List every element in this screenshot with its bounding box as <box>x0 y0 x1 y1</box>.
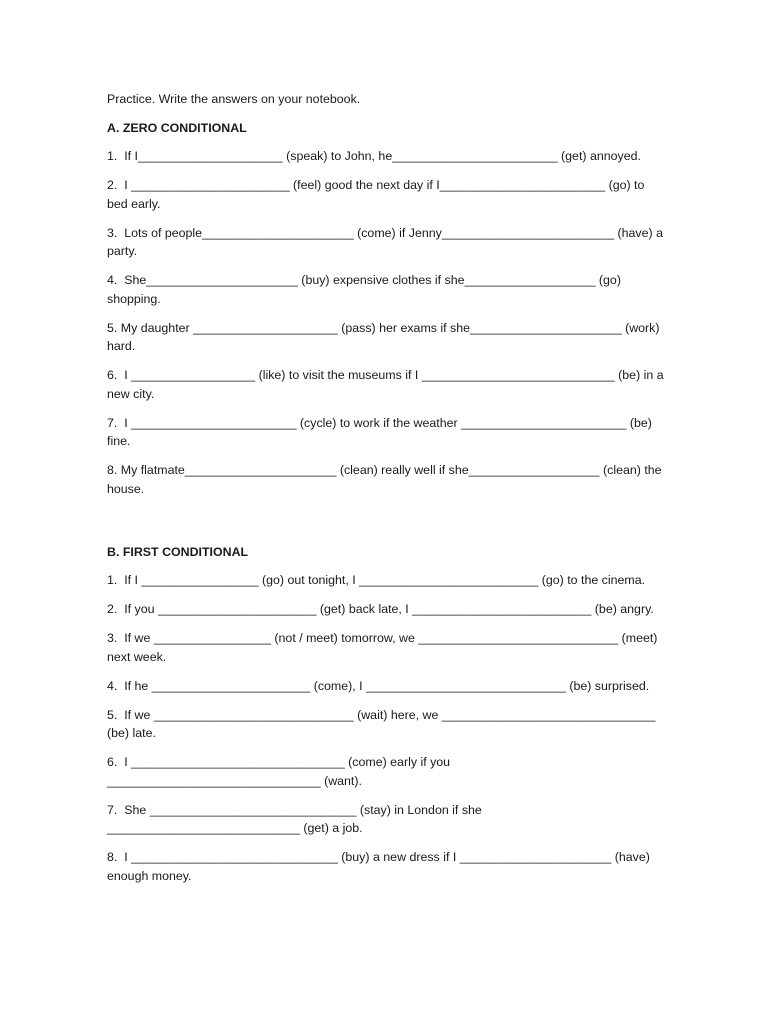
section-b-item-6: 6. I _______________________________ (come) early if you _______________________________ (want). <box>107 755 454 788</box>
section-a-item-4: 4. She______________________ (buy) expensive clothes if she___________________ (go) shopping. <box>107 273 625 306</box>
section-b-item-8: 8. I ______________________________ (buy) a new dress if I ______________________ (have) enough money. <box>107 850 654 883</box>
section-a-item-3: 3. Lots of people______________________ (come) if Jenny_________________________ (have) a party. <box>107 225 667 258</box>
section-a-item-1: 1. If I_____________________ (speak) to John, he________________________ (get) annoyed. <box>107 149 641 163</box>
section-b-item-1: 1. If I _________________ (go) out tonight, I __________________________ (go) to the cinema. <box>107 573 646 587</box>
section-a-item-2: 2. I _______________________ (feel) good the next day if I________________________ (go) to bed early. <box>107 178 648 211</box>
section-a-item-6: 6. I __________________ (like) to visit the museums if I ____________________________ (be) in a new city. <box>107 368 668 401</box>
section-b-item-4: 4. If he _______________________ (come), I _____________________________ (be) surprised. <box>107 678 650 693</box>
section-a-item-8: 8. My flatmate______________________ (clean) really well if she___________________ (clean) the house. <box>107 463 665 496</box>
section-b-item-7: 7. She ______________________________ (stay) in London if she ____________________________ (get) a job. <box>107 802 486 835</box>
section-gap <box>107 509 667 543</box>
section-a-item-5: 5. My daughter _____________________ (pass) her exams if she______________________ (work) hard. <box>107 320 663 353</box>
section-b-heading: B. FIRST CONDITIONAL <box>107 544 249 559</box>
section-b-item-5: 5. If we _____________________________ (wait) here, we _______________________________ (be) late. <box>107 707 659 740</box>
section-b-item-3: 3. If we _________________ (not / meet) tomorrow, we _____________________________ (meet) next week. <box>107 631 661 664</box>
section-a-heading: A. ZERO CONDITIONAL <box>107 120 247 135</box>
section-a-item-7: 7. I ________________________ (cycle) to work if the weather ________________________ (be) fine. <box>107 415 656 448</box>
worksheet <box>107 90 667 896</box>
section-b-item-2: 2. If you _______________________ (get) back late, I __________________________ (be) angry. <box>107 602 654 616</box>
instructions: Practice. Write the answers on your notebook. <box>107 92 361 106</box>
